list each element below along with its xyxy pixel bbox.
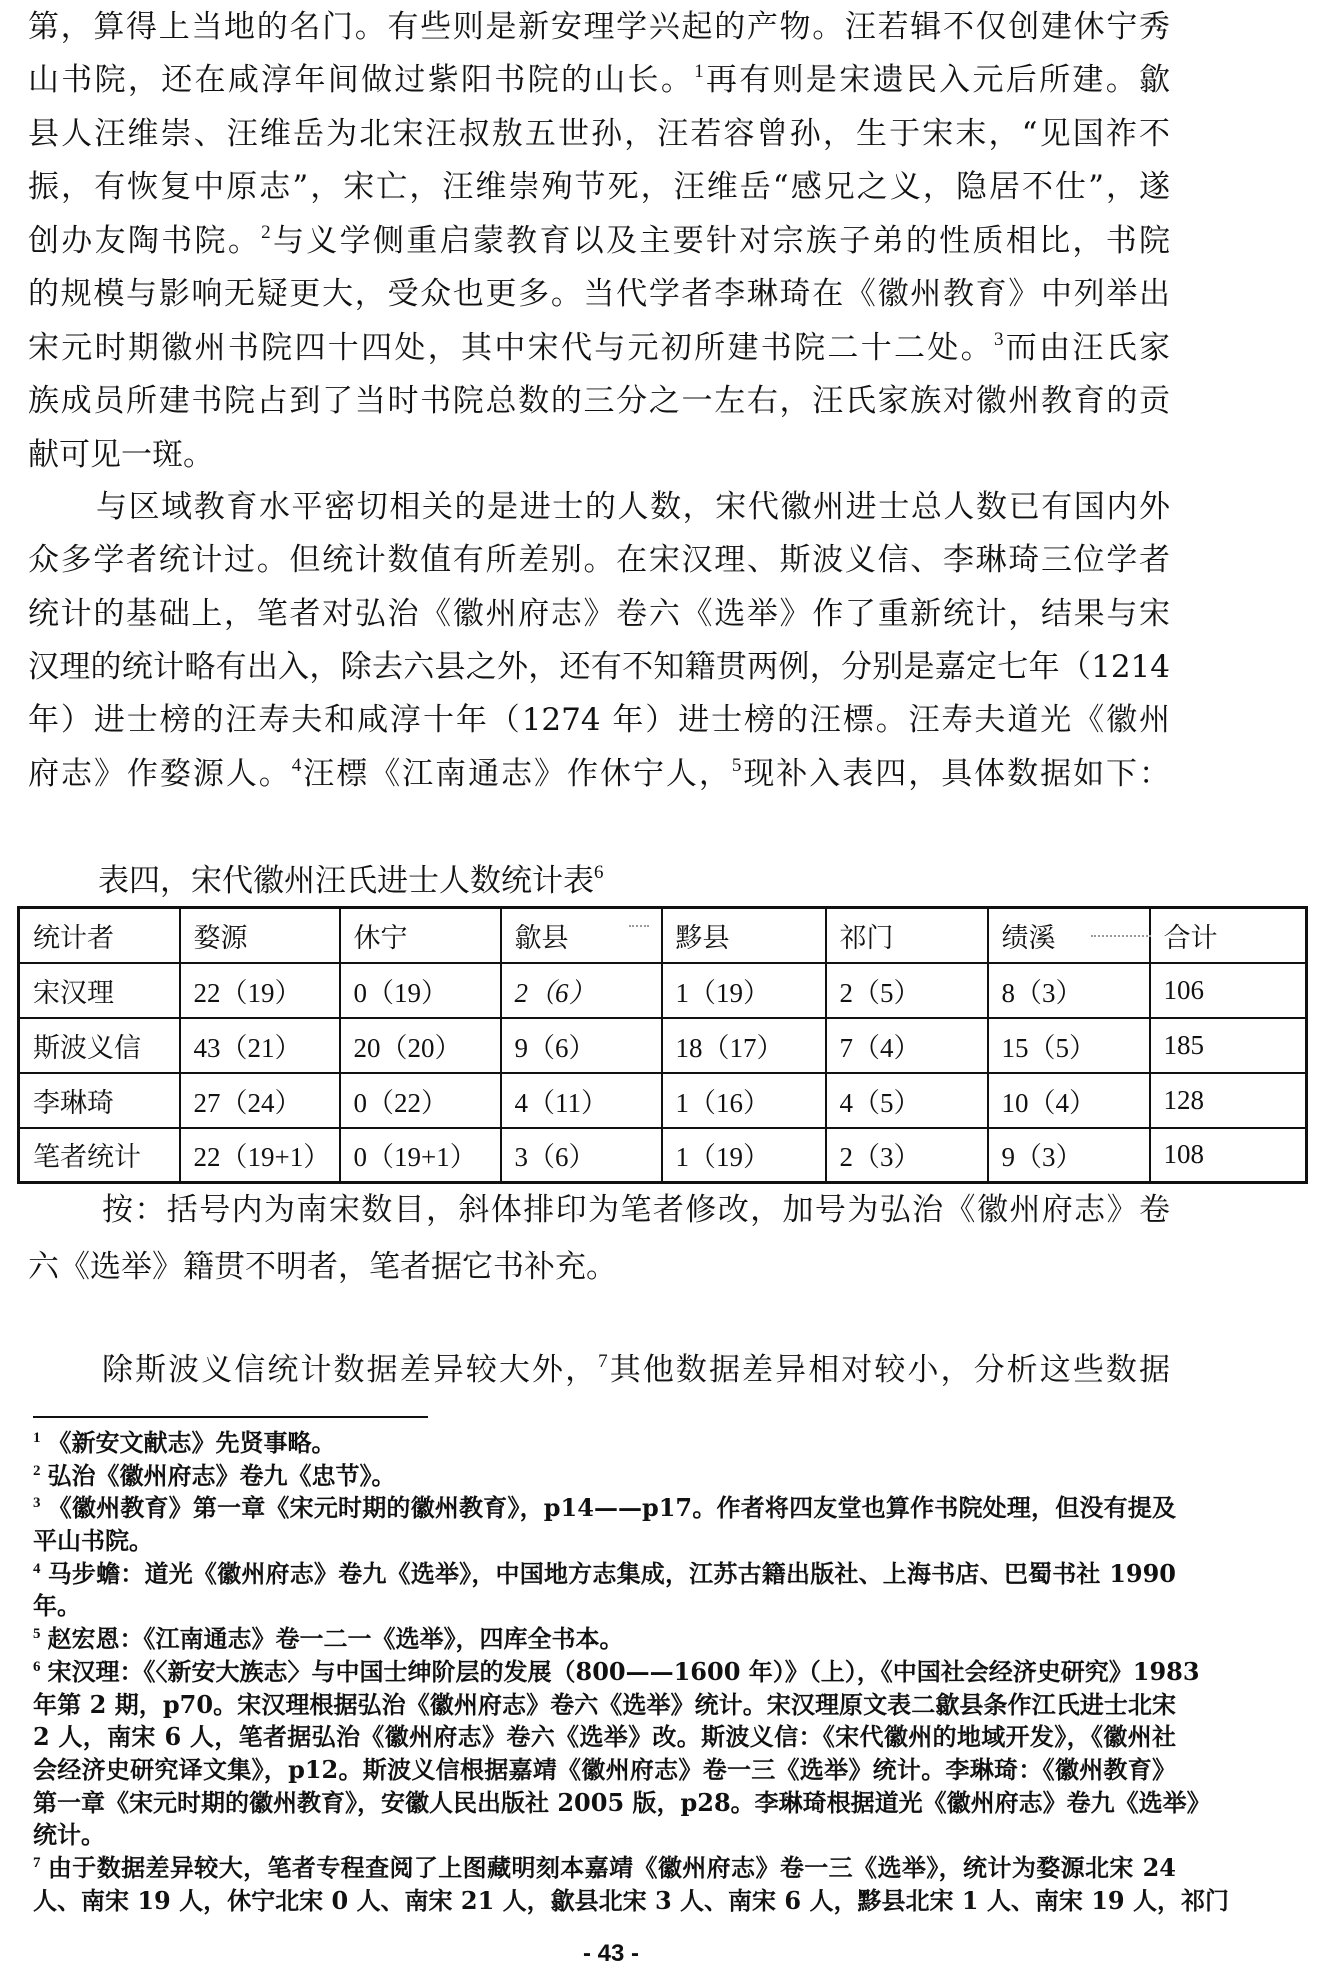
header-text: 歙县 — [514, 922, 569, 953]
table-cell — [662, 1073, 826, 1128]
table-cell — [662, 963, 826, 1018]
header-text: 合计 — [1163, 922, 1218, 953]
cell-text: 2（3） — [839, 1142, 921, 1173]
footnote-number: 3 — [33, 1495, 41, 1511]
text-run: 按：括号内为南宋数目，斜体排印为笔者修改，加号为弘治《徽州府志》卷 — [102, 1192, 1170, 1228]
cell-text: 4（5） — [839, 1087, 921, 1118]
body-line — [28, 221, 1170, 261]
column-header — [662, 908, 826, 963]
text-run: 除斯波义信统计数据差异较大外， — [102, 1352, 599, 1388]
footnote-6 — [33, 1657, 1200, 1687]
text-run: 创办友陶书院。 — [28, 223, 262, 259]
text-run: 众多学者统计过。但统计数值有所差别。在宋汉理、斯波义信、李琳琦三位学者 — [28, 542, 1170, 578]
column-header — [340, 908, 501, 963]
text-run: 汪標《江南通志》作休宁人， — [301, 756, 732, 792]
text-run: 再有则是宋遗民入元后所建。歙 — [703, 62, 1171, 98]
table-cell — [340, 1018, 501, 1073]
column-header — [1150, 908, 1307, 963]
footnote-number: 1 — [33, 1430, 41, 1446]
cell-text: 0（19+1） — [353, 1142, 477, 1173]
header-text: 统计者 — [33, 922, 114, 953]
cell-text: 128 — [1163, 1084, 1204, 1115]
footnote-4-cont — [33, 1591, 1176, 1621]
table-note-line — [102, 1190, 1170, 1230]
body-line — [28, 7, 1170, 47]
cell-text: 李琳琦 — [33, 1087, 114, 1118]
table-cell — [19, 1018, 180, 1073]
footnote-text: 平山书院。 — [33, 1526, 153, 1555]
scan-artifact-dotted-line — [1091, 935, 1151, 937]
cell-text: 18（17） — [675, 1032, 784, 1063]
cell-text: 宋汉理 — [33, 977, 114, 1008]
cell-text: 20（20） — [353, 1032, 462, 1063]
table-row — [19, 1128, 1307, 1183]
footnote-3 — [33, 1493, 1176, 1523]
footnote-text: 宋汉理：《〈新安大族志〉与中国士绅阶层的发展（800——1600 年）》（上），《中国社会经济史研究》1983 — [47, 1657, 1200, 1686]
header-text: 祁门 — [839, 922, 894, 953]
body-line — [28, 435, 1170, 475]
header-text: 黟县 — [675, 922, 730, 953]
text-run: 振，有恢复中原志”，宋亡，汪维崇殉节死，汪维岳“感兄之义，隐居不仕”，遂 — [28, 169, 1170, 205]
column-header — [501, 908, 662, 963]
footnote-5 — [33, 1624, 1176, 1654]
footnote-6-cont — [33, 1690, 1176, 1720]
footnote-text: 弘治《徽州府志》卷九《忠节》。 — [47, 1461, 396, 1490]
table-cell — [19, 1128, 180, 1183]
cell-text: 106 — [1163, 974, 1204, 1005]
cell-text: 2（6） — [514, 977, 596, 1008]
footnote-1 — [33, 1428, 1176, 1458]
column-header — [988, 908, 1150, 963]
cell-text: 0（19） — [353, 977, 448, 1008]
header-text: 绩溪 — [1001, 922, 1056, 953]
footnote-6-cont — [33, 1788, 1211, 1818]
body-line — [28, 114, 1170, 154]
body-line — [28, 381, 1170, 421]
text-run: 献可见一斑。 — [28, 437, 214, 473]
table-cell — [1150, 1073, 1307, 1128]
cell-text: 27（24） — [193, 1087, 302, 1118]
footnote-number: 5 — [33, 1626, 41, 1642]
column-header — [19, 908, 180, 963]
table-row — [19, 1073, 1307, 1128]
cell-text: 185 — [1163, 1029, 1204, 1060]
footnote-ref: 1 — [694, 61, 704, 82]
column-header — [180, 908, 340, 963]
table-cell — [19, 1073, 180, 1128]
table-note-line — [28, 1247, 1170, 1287]
table-cell — [1150, 963, 1307, 1018]
table-cell — [180, 963, 340, 1018]
text-run: 六《选举》籍贯不明者，笔者据它书补充。 — [28, 1249, 617, 1285]
cell-text: 0（22） — [353, 1087, 448, 1118]
footnote-text: 马步蟾：道光《徽州府志》卷九《选举》，中国地方志集成，江苏古籍出版社、上海书店、巴蜀书社 1990 — [47, 1559, 1176, 1588]
footnote-text: 会经济史研究译文集》，p12。斯波义信根据嘉靖《徽州府志》卷一三《选举》统计。李琳琦：《徽州教育》 — [33, 1755, 1176, 1784]
table-cell — [826, 1128, 988, 1183]
footnote-text: 人、南宋 19 人，休宁北宋 0 人、南宋 21 人，歙县北宋 3 人、南宋 6 人，黟县北宋 1 人、南宋 19 人，祁门 — [33, 1886, 1229, 1915]
table-cell — [988, 1128, 1150, 1183]
table-cell — [988, 1018, 1150, 1073]
footnote-7 — [33, 1853, 1176, 1883]
table-cell — [988, 1073, 1150, 1128]
text-run: 年）进士榜的汪寿夫和咸淳十年（1274 年）进士榜的汪標。汪寿夫道光《徽州 — [28, 702, 1170, 738]
footnote-text: 《徽州教育》第一章《宋元时期的徽州教育》，p14——p17。作者将四友堂也算作书院处理，但没有提及 — [47, 1493, 1176, 1522]
footnote-ref: 4 — [291, 755, 302, 776]
cell-text: 斯波义信 — [33, 1032, 141, 1063]
footnote-3-cont — [33, 1526, 1176, 1556]
footnote-separator — [33, 1416, 428, 1418]
cell-text: 22（19） — [193, 977, 302, 1008]
cell-text: 笔者统计 — [33, 1142, 141, 1173]
footnote-2 — [33, 1461, 1176, 1491]
footnote-ref: 2 — [261, 222, 271, 243]
table-cell — [19, 963, 180, 1018]
cell-text: 3（6） — [514, 1142, 596, 1173]
footnote-number: 6 — [33, 1659, 41, 1675]
column-header — [826, 908, 988, 963]
footnote-number: 2 — [33, 1463, 41, 1479]
footnote-ref: 3 — [993, 329, 1004, 350]
body-line — [28, 167, 1170, 207]
table-cell — [826, 1073, 988, 1128]
footnote-text: 第一章《宋元时期的徽州教育》，安徽人民出版社 2005 版，p28。李琳琦根据道光《徽州府志》卷九《选举》 — [33, 1788, 1211, 1817]
footnote-text: 《新安文献志》先贤事略。 — [47, 1428, 336, 1457]
body-line — [102, 1350, 1170, 1390]
table-cell — [826, 1018, 988, 1073]
text-run: 府志》作婺源人。 — [28, 756, 292, 792]
footnote-ref: 5 — [731, 755, 742, 776]
cell-text: 8（3） — [1001, 977, 1083, 1008]
footnote-text: 赵宏恩：《江南通志》卷一二一《选举》，四库全书本。 — [47, 1624, 624, 1653]
text-run: 统计的基础上，笔者对弘治《徽州府志》卷六《选举》作了重新统计，结果与宋 — [28, 596, 1170, 632]
footnote-text: 由于数据差异较大，笔者专程查阅了上图藏明刻本嘉靖《徽州府志》卷一三《选举》，统计为婺源北宋 24 — [47, 1853, 1176, 1882]
header-text: 休宁 — [353, 922, 408, 953]
table-row — [19, 1018, 1307, 1073]
footnote-text: 年。 — [33, 1591, 81, 1620]
cell-text: 43（21） — [193, 1032, 302, 1063]
footnote-6-cont — [33, 1755, 1176, 1785]
cell-text: 15（5） — [1001, 1032, 1096, 1063]
body-line — [28, 700, 1170, 740]
footnote-4 — [33, 1559, 1176, 1589]
table-row — [19, 963, 1307, 1018]
header-text: 婺源 — [193, 922, 248, 953]
table-cell — [180, 1073, 340, 1128]
table-title-text: 表四，宋代徽州汪氏进士人数统计表 — [98, 863, 594, 899]
table-cell — [988, 963, 1150, 1018]
table-cell — [1150, 1128, 1307, 1183]
text-run: 与义学侧重启蒙教育以及主要针对宗族子弟的性质相比，书院 — [270, 223, 1171, 259]
footnote-number: 4 — [33, 1561, 41, 1577]
body-line — [28, 328, 1170, 368]
text-run: 族成员所建书院占到了当时书院总数的三分之一左右，汪氏家族对徽州教育的贡 — [28, 383, 1170, 419]
body-line — [28, 754, 1170, 794]
body-line — [28, 274, 1170, 314]
page-number: - 43 - — [582, 1940, 639, 1967]
table-header-row — [19, 908, 1307, 963]
table-cell — [662, 1128, 826, 1183]
scan-artifact-dots — [629, 925, 649, 927]
cell-text: 22（19+1） — [193, 1142, 331, 1173]
cell-text: 9（6） — [514, 1032, 596, 1063]
table-cell — [826, 963, 988, 1018]
cell-text: 9（3） — [1001, 1142, 1083, 1173]
text-run: 的规模与影响无疑更大，受众也更多。当代学者李琳琦在《徽州教育》中列举出 — [28, 276, 1170, 312]
table-cell — [1150, 1018, 1307, 1073]
body-line — [28, 540, 1170, 580]
body-line — [28, 647, 1170, 687]
cell-text: 10（4） — [1001, 1087, 1096, 1118]
table-cell — [662, 1018, 826, 1073]
footnote-6-cont — [33, 1820, 1176, 1850]
text-run: 宋元时期徽州书院四十四处，其中宋代与元初所建书院二十二处。 — [28, 330, 994, 366]
cell-text: 7（4） — [839, 1032, 921, 1063]
text-run: 其他数据差异相对较小，分析这些数据 — [607, 1352, 1170, 1388]
text-run: 山书院，还在咸淳年间做过紫阳书院的山长。 — [28, 62, 695, 98]
text-run: 汉理的统计略有出入，除去六县之外，还有不知籍贯两例，分别是嘉定七年（1214 — [28, 649, 1170, 685]
text-run: 第，算得上当地的名门。有些则是新安理学兴起的产物。汪若辑不仅创建休宁秀 — [28, 9, 1170, 45]
text-run: 现补入表四，具体数据如下： — [741, 756, 1171, 792]
footnote-text: 年第 2 期，p70。宋汉理根据弘治《徽州府志》卷六《选举》统计。宋汉理原文表二歙县条作江氏进士北宋 — [33, 1690, 1176, 1719]
cell-text: 4（11） — [514, 1087, 608, 1118]
footnote-number: 7 — [33, 1855, 41, 1871]
cell-text: 1（19） — [675, 977, 770, 1008]
table-cell — [501, 1128, 662, 1183]
footnote-6-cont — [33, 1722, 1176, 1752]
data-table — [17, 906, 1308, 1184]
footnote-text: 统计。 — [33, 1820, 105, 1849]
body-line — [28, 60, 1170, 100]
table-cell-italic — [501, 963, 662, 1018]
text-run: 与区域教育水平密切相关的是进士的人数，宋代徽州进士总人数已有国内外 — [96, 489, 1170, 525]
body-line — [28, 594, 1170, 634]
cell-text: 1（16） — [675, 1087, 770, 1118]
table-cell — [180, 1018, 340, 1073]
table-cell — [501, 1073, 662, 1128]
cell-text: 2（5） — [839, 977, 921, 1008]
cell-text: 108 — [1163, 1139, 1204, 1170]
text-run: 县人汪维崇、汪维岳为北宋汪叔敖五世孙，汪若容曾孙，生于宋末，“见国祚不 — [28, 116, 1170, 152]
table-cell — [501, 1018, 662, 1073]
text-run: 而由汪氏家 — [1003, 330, 1170, 366]
table-cell — [340, 1073, 501, 1128]
table-title — [98, 861, 604, 901]
table-cell — [180, 1128, 340, 1183]
cell-text: 1（19） — [675, 1142, 770, 1173]
table-cell — [340, 1128, 501, 1183]
body-line — [96, 487, 1170, 527]
table-cell — [340, 963, 501, 1018]
footnote-7-cont — [33, 1886, 1229, 1916]
footnote-ref: 6 — [594, 862, 604, 883]
footnote-text: 2 人，南宋 6 人，笔者据弘治《徽州府志》卷六《选举》改。斯波义信：《宋代徽州的地域开发》，《徽州社 — [33, 1722, 1176, 1751]
footnote-ref: 7 — [598, 1351, 608, 1372]
